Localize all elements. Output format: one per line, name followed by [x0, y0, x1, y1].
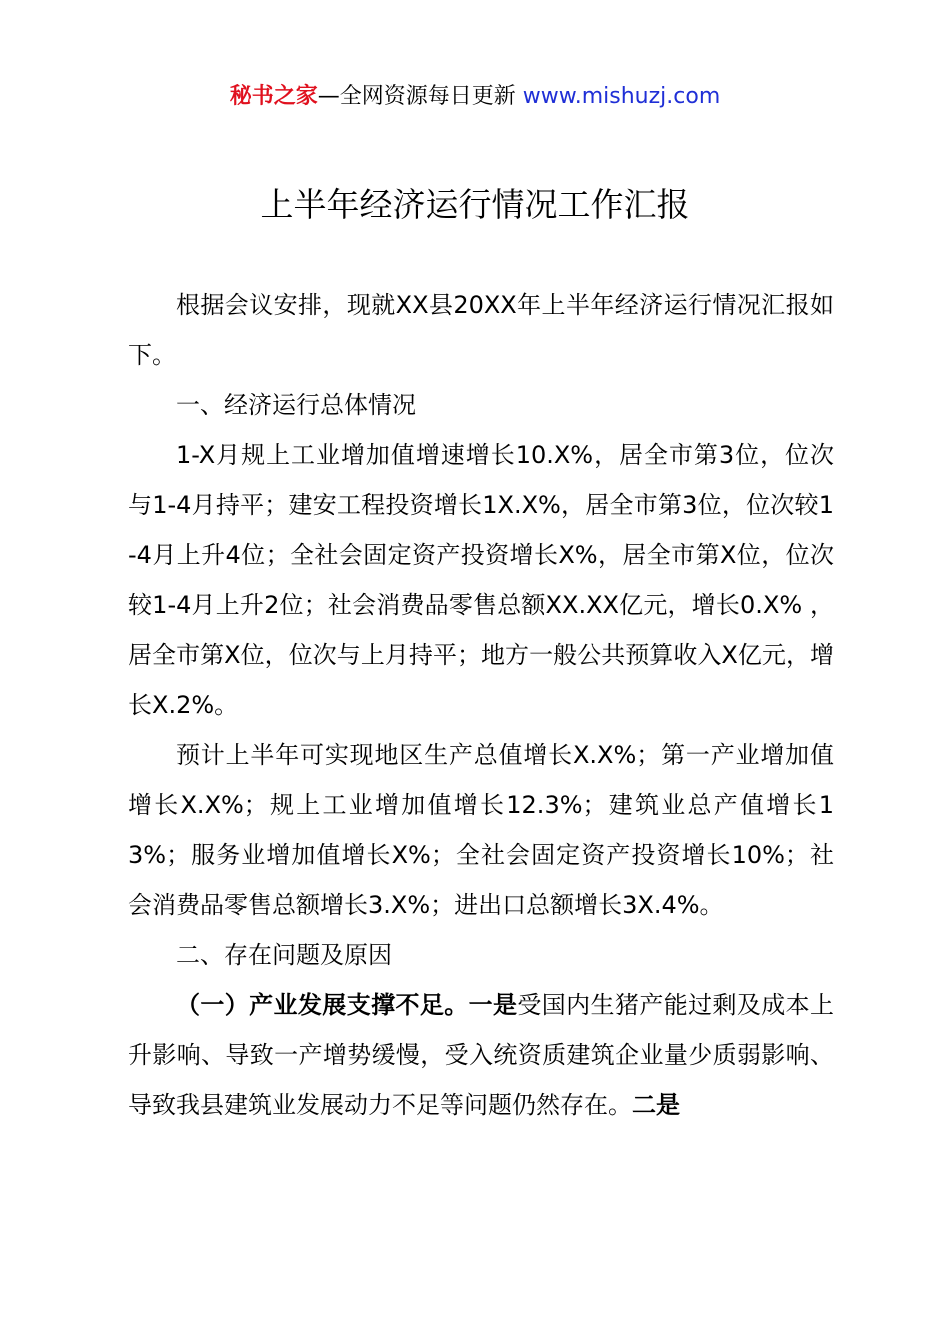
intro-paragraph: 根据会议安排，现就XX县20XX年上半年经济运行情况汇报如下。	[128, 291, 834, 369]
document-body	[128, 280, 834, 1130]
point-two-lead: 二是	[632, 1091, 680, 1119]
header-tagline: —全网资源每日更新	[317, 84, 523, 109]
paragraph-industry-support	[128, 980, 834, 1130]
site-url-link[interactable]: www.mishuzj.com	[522, 84, 721, 109]
document-title: 上半年经济运行情况工作汇报	[260, 185, 690, 224]
point-one-lead: 一是	[468, 991, 518, 1019]
section-heading-problems: 二、存在问题及原因	[176, 941, 392, 969]
point-one-text: 受国内生猪产能过剩及成本上升影响、导致一产增势缓慢，受入统资质建筑企业量少质弱影响、导致我县建筑业发展动力不足等问题仍然存在。	[128, 991, 835, 1119]
subheading-industry-support: （一）产业发展支撑不足。	[176, 991, 469, 1019]
site-header	[0, 80, 950, 114]
brand-name: 秘书之家	[229, 84, 318, 109]
section-heading-overall: 一、经济运行总体情况	[176, 391, 416, 419]
paragraph-indicators: 1-X月规上工业增加值增速增长10.X%，居全市第3位，位次与1-4月持平；建安工程投资增长1X.X%，居全市第3位，位次较1-4月上升4位；全社会固定资产投资增长X%，居全市第X位，位次较1-4月上升2位；社会消费品零售总额XX.XX亿元，增长0.X% ，居全市第X位，位次与上月持平；地方一般公共预算收入X亿元，增长X.2%。	[128, 441, 834, 719]
paragraph-forecast: 预计上半年可实现地区生产总值增长X.X%；第一产业增加值增长X.X%；规上工业增加值增长12.3%；建筑业总产值增长13%；服务业增加值增长X%；全社会固定资产投资增长10%；社会消费品零售总额增长3.X%；进出口总额增长3X.4%。	[128, 741, 834, 919]
